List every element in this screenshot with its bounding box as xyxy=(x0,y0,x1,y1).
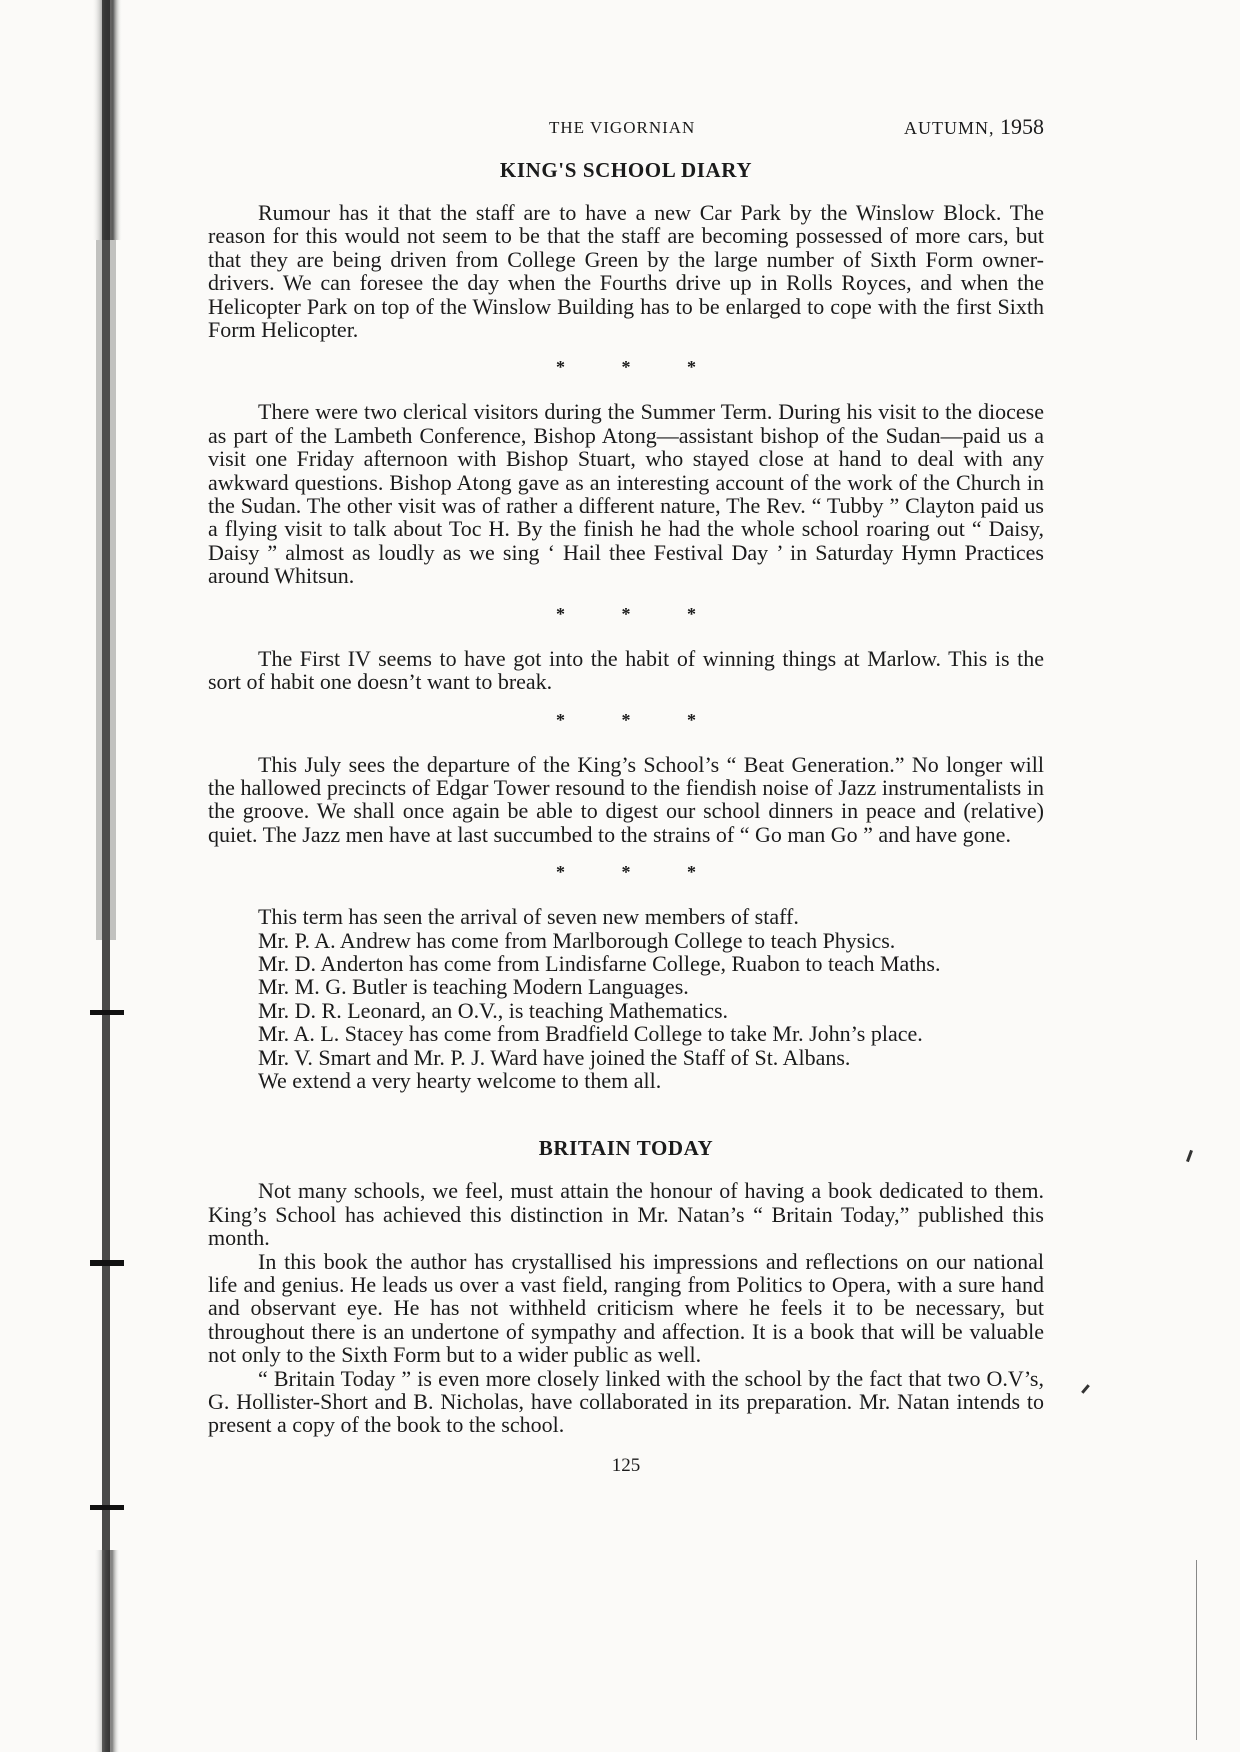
britain-paragraph: “ Britain Today ” is even more closely linked with the school by the fact that two O.V’s, G. Hollister-Short and B. Nicholas, have collaborated in its preparation. Mr. Natan intends to present a copy of the book to the school. xyxy=(208,1365,1044,1438)
section-separator: * * * xyxy=(556,603,696,624)
section-separator: * * * xyxy=(556,357,696,378)
diary-paragraph: There were two clerical visitors during the Summer Term. During his visit to the diocese as part of the Lambeth Conference, Bishop Atong—assistant bishop of the Sudan—paid us a visit one Friday afternoon with Bishop Stuart, who stayed close at hand to deal with any awkward questions. Bishop Atong gave as an interesting account of the work of the Church in the Sudan. The other visit was of rather a different nature, The Rev. “ Tubby ” Clayton paid us a flying visit to talk about Toc H. By the finish he had the whole school roaring out “ Daisy, Daisy ” almost as loudly as we sing ‘ Hail thee Festival Day ’ in Saturday Hymn Practices around Whitsun. xyxy=(208,399,1044,589)
running-head xyxy=(208,100,1044,140)
document-page xyxy=(208,100,1044,1477)
issue-date xyxy=(904,114,1044,140)
section-title-britain-today: BRITAIN TODAY xyxy=(538,1136,714,1161)
diary-paragraph: The First IV seems to have got into the habit of winning things at Marlow. This is the sort of habit one doesn’t want to break. xyxy=(208,645,1044,695)
issue-season: AUTUMN, xyxy=(904,118,995,138)
britain-paragraph: Not many schools, we feel, must attain the honour of having a book dedicated to them. King’s School has achieved this distinction in Mr. Natan’s “ Britain Today,” published this month. xyxy=(208,1178,1044,1251)
issue-year: 1958 xyxy=(1000,114,1044,139)
britain-paragraph: In this book the author has crystallised his impressions and reflections on our national life and genius. He leads us over a vast field, ranging from Politics to Opera, with a sure hand and observant eye. He has not withheld criticism where he feels it to be necessary, but throughout there is an undertone of sympathy and affection. It is a book that will be valuable not only to the Sixth Form but to a wider public as well. xyxy=(208,1248,1044,1368)
staff-line: Mr. A. L. Stacey has come from Bradfield College to take Mr. John’s place. xyxy=(258,1021,923,1047)
diary-paragraph: Rumour has it that the staff are to have a new Car Park by the Winslow Block. The reason for this would not seem to be that the staff are becoming possessed of more cars, but that they are being driven from College Green by the large number of Sixth Form owner-drivers. We can foresee the day when the Fourths drive up in Rolls Royces, and when the Helicopter Park on top of the Winslow Building has to be enlarged to cope with the first Sixth Form Helicopter. xyxy=(208,200,1044,343)
binding-edge-shadow xyxy=(84,0,130,1752)
section-title-diary: KING'S SCHOOL DIARY xyxy=(499,158,753,182)
staff-line: We extend a very hearty welcome to them all. xyxy=(258,1067,662,1093)
staff-line: Mr. M. G. Butler is teaching Modern Languages. xyxy=(258,974,689,1000)
staff-line: Mr. D. Anderton has come from Lindisfarne College, Ruabon to teach Maths. xyxy=(258,950,941,976)
staff-line: Mr. D. R. Leonard, an O.V., is teaching Mathematics. xyxy=(258,997,729,1023)
staff-line: Mr. P. A. Andrew has come from Marlborough College to teach Physics. xyxy=(258,927,896,953)
publication-title: THE VIGORNIAN xyxy=(549,118,696,137)
staff-line: Mr. V. Smart and Mr. P. J. Ward have joined the Staff of St. Albans. xyxy=(258,1044,851,1070)
page-number: 125 xyxy=(611,1454,641,1476)
right-margin-mark xyxy=(1186,1150,1193,1162)
right-margin-mark xyxy=(1081,1384,1090,1394)
right-edge-line xyxy=(1196,1560,1197,1740)
section-separator: * * * xyxy=(556,862,696,883)
new-staff-list xyxy=(208,905,1044,1092)
staff-line: This term has seen the arrival of seven new members of staff. xyxy=(258,904,799,930)
diary-paragraph: This July sees the departure of the King’s School’s “ Beat Generation.” No longer will the hallowed precincts of Edgar Tower resound to the fiendish noise of Jazz instrumentalists in the groove. We shall once again be able to digest our school dinners in peace and (relative) quiet. The Jazz men have at last succumbed to the strains of “ Go man Go ” and have gone. xyxy=(208,751,1044,847)
section-separator: * * * xyxy=(556,709,696,730)
